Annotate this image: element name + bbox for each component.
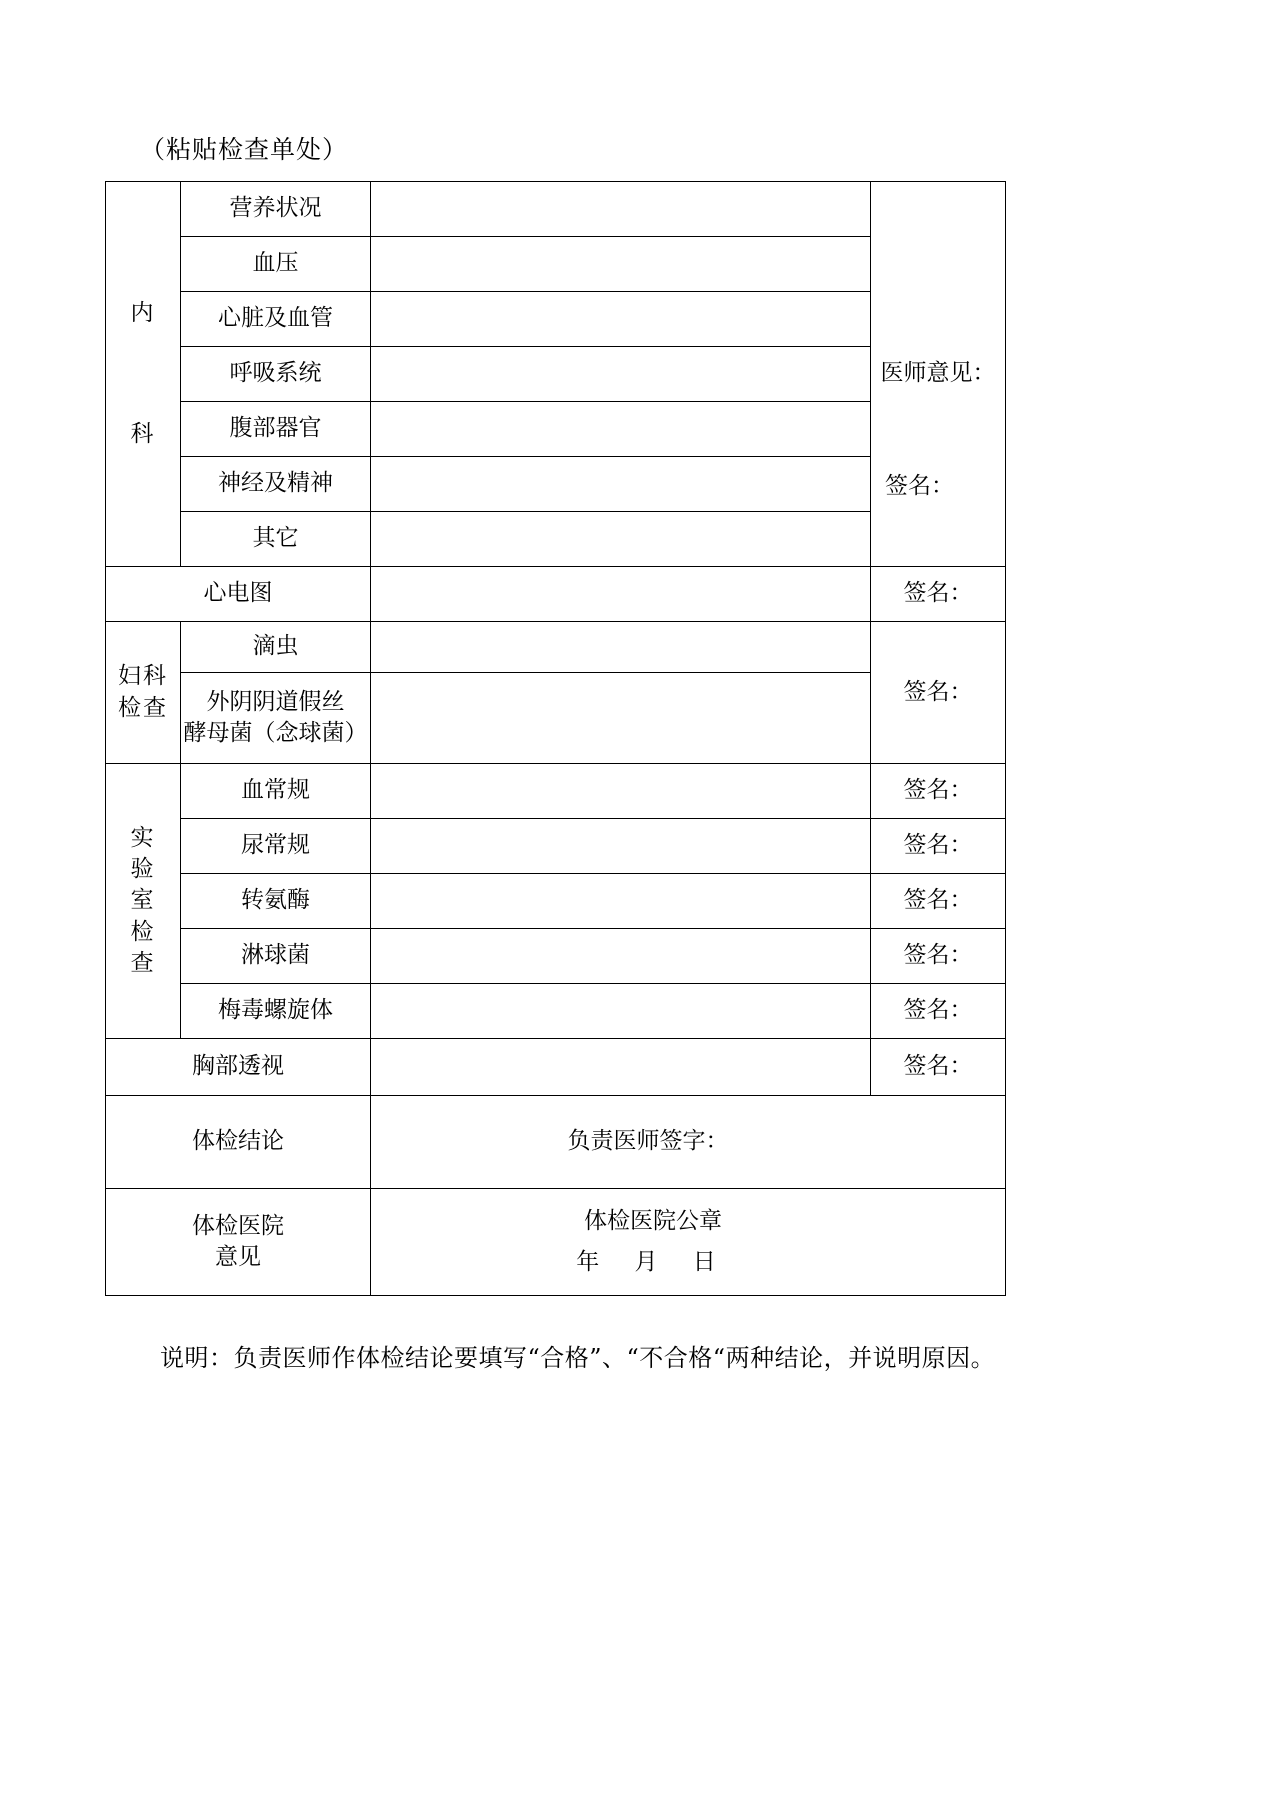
label-char: 室 [130,887,156,914]
signature-field-transaminase[interactable]: 签名： [871,874,1006,929]
label-exam-conclusion: 体检结论 [106,1096,371,1189]
signature-field-syphilis[interactable]: 签名： [871,984,1006,1039]
result-field-heart-vessels[interactable] [371,292,871,347]
table-row [106,819,1006,874]
result-field-blood-routine[interactable] [371,764,871,819]
signature-field-chest-fluoroscopy[interactable]: 签名： [871,1039,1006,1096]
section-label-gynecology [106,622,181,764]
item-label-ecg: 心电图 [106,567,371,622]
section-label-laboratory [106,764,181,1039]
item-label-abdominal-organs: 腹部器官 [181,402,371,457]
item-label-transaminase: 转氨酶 [181,874,371,929]
hospital-stamp-label: 体检医院公章 [584,1207,722,1234]
table-row [106,182,1006,237]
label-line: 检查 [118,694,168,721]
doctor-opinion-signature-label: 签名： [885,472,954,499]
table-row [106,874,1006,929]
table-row [106,984,1006,1039]
result-field-respiratory[interactable] [371,347,871,402]
signature-field-ecg[interactable]: 签名： [871,567,1006,622]
hospital-opinion-field[interactable] [371,1189,1006,1296]
item-label-gonococcus: 淋球菌 [181,929,371,984]
paste-area-note: （粘贴检查单处） [140,135,349,164]
signature-field-gonococcus[interactable]: 签名： [871,929,1006,984]
item-label-candida-line2: 酵母菌（念球菌） [183,720,368,746]
responsible-doctor-signature-label: 负责医师签字： [567,1128,729,1155]
label-char: 实 [130,825,156,852]
result-field-abdominal-organs[interactable] [371,402,871,457]
result-field-gonococcus[interactable] [371,929,871,984]
label-hospital-opinion-line2: 意见 [215,1244,261,1270]
label-hospital-opinion [106,1189,371,1296]
date-line: 年 月 日 [576,1249,730,1275]
item-label-nutrition: 营养状况 [181,182,371,237]
result-field-other[interactable] [371,512,871,567]
item-label-blood-pressure: 血压 [181,237,371,292]
label-char: 查 [130,949,156,976]
item-label-candida [181,673,371,764]
conclusion-field[interactable] [371,1096,1006,1189]
section-label-internal [106,182,181,567]
result-field-neuro-psych[interactable] [371,457,871,512]
result-field-nutrition[interactable] [371,182,871,237]
result-field-transaminase[interactable] [371,874,871,929]
doctor-opinion-label: 医师意见： [880,360,996,387]
item-label-other: 其它 [181,512,371,567]
result-field-ecg[interactable] [371,567,871,622]
table-row [106,567,1006,622]
item-label-syphilis: 梅毒螺旋体 [181,984,371,1039]
result-field-candida[interactable] [371,673,871,764]
item-label-respiratory: 呼吸系统 [181,347,371,402]
table-row [106,764,1006,819]
label-char: 科 [130,421,156,447]
table-row [106,1096,1006,1189]
result-field-blood-pressure[interactable] [371,237,871,292]
label-hospital-opinion-line1: 体检医院 [192,1212,284,1239]
item-label-blood-routine: 血常规 [181,764,371,819]
item-label-trichomonas: 滴虫 [181,622,371,673]
signature-field-urine-routine[interactable]: 签名： [871,819,1006,874]
doctor-opinion-cell[interactable] [871,182,1006,567]
table-row [106,1189,1006,1296]
item-label-heart-vessels: 心脏及血管 [181,292,371,347]
result-field-urine-routine[interactable] [371,819,871,874]
table-row [106,1039,1006,1096]
table-row [106,622,1006,673]
signature-field-blood-routine[interactable]: 签名： [871,764,1006,819]
footer-instruction-note: 说明：负责医师作体检结论要填写“合格”、“不合格“两种结论，并说明原因。 [160,1344,996,1372]
result-field-syphilis[interactable] [371,984,871,1039]
label-char: 验 [130,856,156,883]
item-label-candida-line1: 外阴阴道假丝 [206,688,345,715]
item-label-neuro-psych: 神经及精神 [181,457,371,512]
table-row [106,929,1006,984]
item-label-chest-fluoroscopy: 胸部透视 [106,1039,371,1096]
result-field-trichomonas[interactable] [371,622,871,673]
physical-exam-form-table [105,181,1006,1296]
label-char: 内 [130,299,156,326]
item-label-urine-routine: 尿常规 [181,819,371,874]
signature-field-gynecology[interactable]: 签名： [871,622,1006,764]
result-field-chest-fluoroscopy[interactable] [371,1039,871,1096]
label-line: 妇科 [118,663,168,690]
label-char: 检 [130,918,156,945]
